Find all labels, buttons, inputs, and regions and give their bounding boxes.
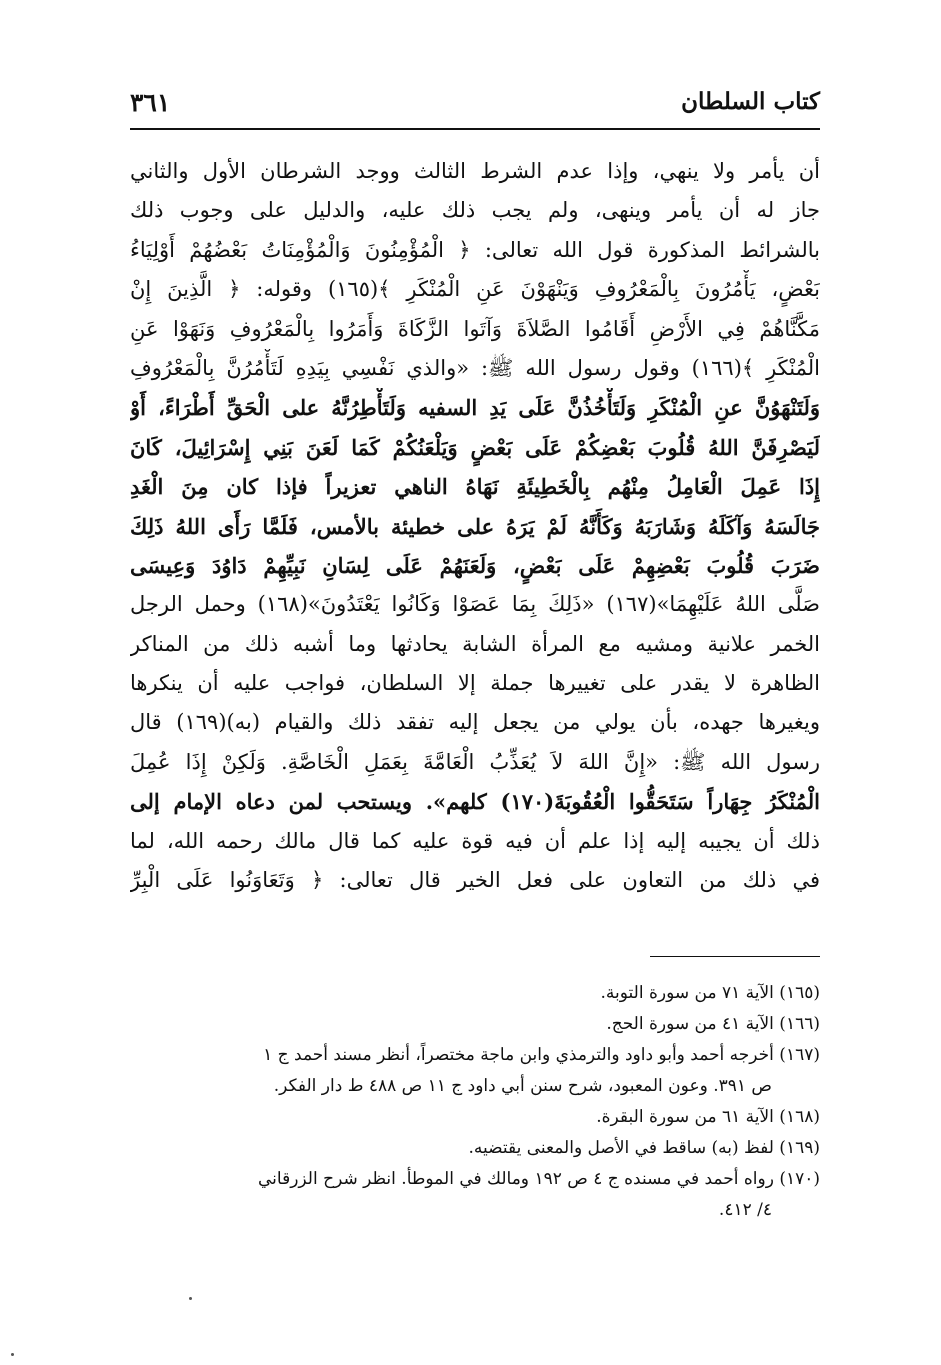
text-line: صَلَّى اللهُ عَلَيْهِمَا»(١٦٧) «ذَلِكَ بِمَا عَصَوْا وَكَانُوا يَعْتَدُونَ»(١٦٨) وحمل الرجل [130,592,820,617]
running-title: كتاب السلطان [681,88,820,115]
text-line: مَكَّنَّاهُمْ فِي الأَرْضِ أَقَامُوا الصَّلاَةَ وَآتَوا الزَّكَاةَ وَأَمَرُوا بِالْمَعْرُوفِ وَنَهَوْا عَنِ [130,316,820,341]
footnote: (١٦٨) الآية ٦١ من سورة البقرة. [596,1107,820,1127]
text-line: أن يأمر ولا ينهي، وإذا عدم الشرط الثالث ووجد الشرطان الأول والثاني [130,159,820,183]
footnote-rule [650,956,820,957]
text-line: ذلك أن يجيبه إليه إذا علم أن فيه قوة عليه كما قال مالك رحمه الله، لما [130,828,820,853]
footnote: (١٧٠) رواه أحمد في مسنده ج ٤ ص ١٩٢ ومالك في الموطأ. انظر شرح الزرقاني [258,1169,820,1189]
page-number: ٣٦١ [130,88,171,117]
hadith-line: جَالَسَهُ وَآكَلَهُ وَشَارَبَهُ وَكَأَنَّهُ لَمْ يَرَهُ على خطيئة بالأمس، فَلَمَّا رَأَى اللهُ ذَلِكَ [130,513,820,539]
scan-speck [11,1353,14,1356]
footnote: (١٦٦) الآية ٤١ من سورة الحج. [606,1014,820,1034]
footnote-continuation: ٤/ ٤١٢. [718,1200,772,1220]
text-line: الخمر علانية ومشيه مع المرأة الشابة يحادثها وما أشبه ذلك من المناكر [130,631,820,656]
text-line: بَعْضٍ، يَأْمُرُونَ بِالْمَعْرُوفِ وَيَنْهَوْنَ عَنِ الْمُنْكَرِ ﴾(١٦٥) وقوله: ﴿ الَّذِينَ إِنْ [130,277,820,302]
footnote: (١٦٥) الآية ٧١ من سورة التوبة. [600,983,820,1003]
hadith-line: إِذَا عَمِلَ الْعَامِلُ مِنْهُم بِالْخَطِيئَةِ نَهَاهُ الناهي تعزيراً فإذا كان مِنَ الْغَدِ [130,474,820,500]
page-header [130,84,820,124]
text-line: بالشرائط المذكورة قول الله تعالى: ﴿ الْمُؤْمِنُونَ وَالْمُؤْمِنَاتُ بَعْضُهُمْ أَوْلِيَاءُ [130,237,820,262]
text-line: في ذلك من التعاون على فعل الخير قال تعالى: ﴿ وَتَعَاوَنُوا عَلَى الْبِرِّ [130,868,820,893]
footnotes [130,978,820,1226]
text-line: الْمُنْكَرِ ﴾(١٦٦) وقول رسول الله ﷺ: «والذي نَفْسِي بِيَدِهِ لَتَأْمُرُنَّ بِالْمَعْرُوفِ [130,355,820,380]
hadith-line: وَلَتَنْهَوُنَّ عنِ الْمُنْكَرِ وَلَتَأْخُذُنَّ عَلَى يَدِ السفيه وَلَتَأْطِرُنَّهُ على الْحَقِّ أَطْرَاءً، أَوْ [130,395,820,421]
footnote: (١٦٩) لفظ (به) ساقط في الأصل والمعنى يقتضيه. [468,1138,820,1158]
text-line: جاز له أن يأمر وينهى، ولم يجب ذلك عليه، والدليل على وجوب ذلك [130,198,820,223]
hadith-line: ضَرَبَ قُلُوبَ بَعْضِهِمْ عَلَى بَعْضٍ، وَلَعَنَهُمْ عَلَى لِسَانِ نَبِيِّهِمْ دَاوُدَ وَعِيسَى [130,552,820,578]
text-line: الظاهرة لا يقدر على تغييرها جملة إلا السلطان، فواجب عليه أن ينكرها [130,671,820,696]
scan-speck [189,1297,192,1300]
header-rule [130,128,820,130]
text-line: ويغيرها جهده، بأن يولي من يجعل إليه تفقد ذلك والقيام (به)(١٦٩) قال [130,710,820,735]
hadith-line: لَيَصْرِفَنَّ اللهُ قُلُوبَ بَعْضِكُمْ عَلَى بَعْضٍ وَيَلْعَنُكُمْ كَمَا لَعَنَ بَنِي إِسْرَائِيلَ، كَانَ [130,434,820,460]
footnote: (١٦٧) أخرجه أحمد وأبو داود والترمذي وابن ماجة مختصراً، أنظر مسند أحمد ج ١ [263,1045,820,1065]
text-line: رسول الله ﷺ: «إِنَّ اللهَ لاَ يُعَذِّبُ الْعَامَّةَ بِعَمَلِ الْخَاصَّةِ. وَلَكِنْ إِذَا عُمِلَ [130,749,820,774]
hadith-line: الْمُنْكَرُ جِهَاراً سَتَحَقُّوا الْعُقُوبَةَ(١٧٠) كلهم». ويستحب لمن دعاه الإمام إلى [130,789,820,815]
footnote-continuation: ص ٣٩١. وعون المعبود، شرح سنن أبي داود ج ١١ ص ٤٨٨ ط دار الفكر. [273,1076,772,1096]
body-text [130,152,820,900]
